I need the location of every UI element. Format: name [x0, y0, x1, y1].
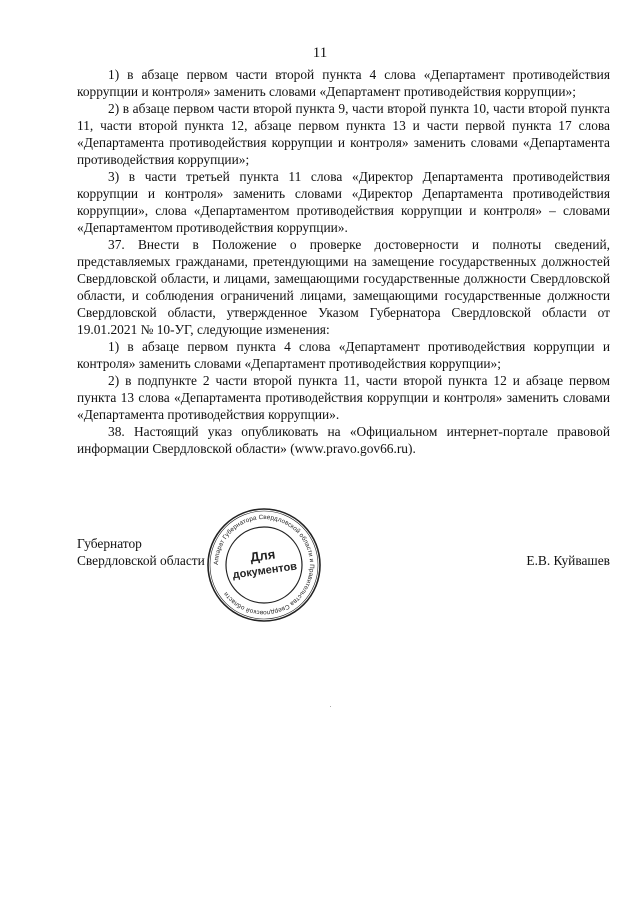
paragraph-item-37: 37. Внести в Положение о проверке достоверности и полноты сведений, представляемых гражданами, претендующими на замещение государственных должностей Свердловской области, и лицами, замещающими государственные должности Свердловской области, и соблюдения ограничений лицами, замещающими государственные должности Свердловской области, утвержденное Указом Губернатора Свердловской области от 19.01.2021 № 10-УГ, следующие изменения: — [77, 237, 610, 337]
signatory-position: Губернатор Свердловской области — [77, 536, 205, 568]
page-number: 11 — [312, 45, 328, 61]
paragraph-clause-3: 3) в части третьей пункта 11 слова «Директор Департамента противодействия коррупции и контроля» заменить словами «Директор Департамента противодействия коррупции», слова «Департаментом противодействия коррупции и контроля» – словами «Департаментом противодействия коррупции». — [77, 169, 610, 235]
stamp-center-line-2: документов — [231, 560, 298, 582]
paragraph-item-38: 38. Настоящий указ опубликовать на «Официальном интернет-портале правовой информации Свердловской области» (www.pravo.gov66.ru). — [77, 424, 610, 456]
document-body — [77, 66, 610, 457]
scan-speck — [330, 706, 331, 707]
paragraph-clause-37-2: 2) в подпункте 2 части второй пункта 11, части второй пункта 12 и абзаце первом пункта 13 слова «Департамента противодействия коррупции и контроля» заменить словами «Департамента противодействия коррупции». — [77, 373, 610, 422]
signatory-name: Е.В. Куйвашев — [526, 553, 610, 568]
stamp-ring-text: Аппарат Губернатора Свердловской области и Правительства Свердловской области — [212, 513, 316, 617]
paragraph-clause-1: 1) в абзаце первом части второй пункта 4 слова «Департамент противодействия коррупции и контроля» заменить словами «Департамент противодействия коррупции»; — [77, 67, 610, 99]
paragraph-clause-2: 2) в абзаце первом части второй пункта 9, части второй пункта 10, части второй пункта 11, части второй пункта 12, абзаце первом пункта 13 и части первой пункта 17 слова «Департамента противодействия коррупции и контроля» заменить словами «Департамента противодействия коррупции»; — [77, 101, 610, 167]
stamp-center-line-1: Для — [249, 546, 277, 565]
official-stamp — [205, 506, 323, 624]
paragraph-clause-37-1: 1) в абзаце первом пункта 4 слова «Департамент противодействия коррупции и контроля» заменить словами «Департамент противодействия коррупции»; — [77, 339, 610, 371]
signature-block — [77, 535, 610, 615]
